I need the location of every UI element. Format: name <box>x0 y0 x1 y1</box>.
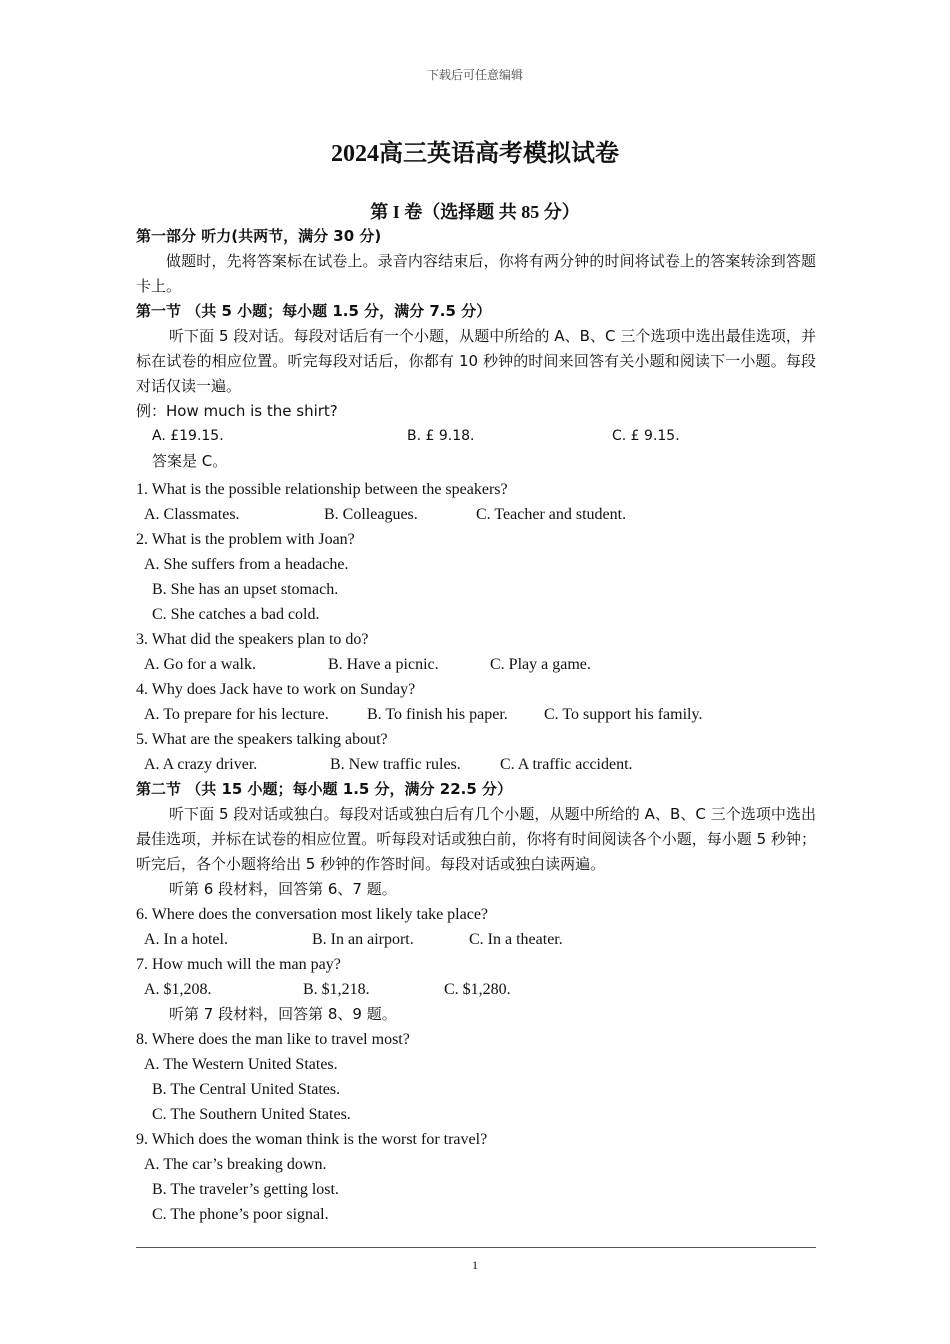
volume-subtitle: 第 I 卷（选择题 共 85 分） <box>370 202 580 222</box>
question-6-options <box>136 927 816 952</box>
question-1-option-a: A. Classmates. <box>144 506 240 523</box>
question-8-option-a: A. The Western United States. <box>144 1056 338 1073</box>
question-4-option-b: B. To finish his paper. <box>367 706 508 723</box>
question-9-option-c: C. The phone’s poor signal. <box>152 1206 329 1223</box>
example-options <box>136 424 816 449</box>
question-7-option-b: B. $1,218. <box>303 981 370 998</box>
question-8-option-c: C. The Southern United States. <box>152 1106 351 1123</box>
question-3-option-c: C. Play a game. <box>490 656 591 673</box>
question-6-option-a: A. In a hotel. <box>144 931 228 948</box>
question-8-option-b: B. The Central United States. <box>152 1081 341 1098</box>
material-6-note: 听第 6 段材料，回答第 6、7 题。 <box>169 880 397 898</box>
header-note: 下载后可任意编辑 <box>426 68 523 82</box>
part1-heading: 第一部分 听力(共两节，满分 30 分) <box>136 227 382 245</box>
question-7-stem: 7. How much will the man pay? <box>136 956 341 973</box>
question-1-stem: 1. What is the possible relationship between the speakers? <box>136 481 508 498</box>
question-6-option-b: B. In an airport. <box>312 931 414 948</box>
exam-content <box>136 224 816 1227</box>
example-question: 例：How much is the shirt? <box>136 402 338 420</box>
section1-instruction: 听下面 5 段对话。每段对话后有一个小题，从题中所给的 A、B、C 三个选项中选出最佳选项，并标在试卷的相应位置。听完每段对话后，你都有 10 秒钟的时间来回答有关小题和阅读下一小题。每段对话仅读一遍。 <box>136 327 816 395</box>
exam-title: 2024高三英语高考模拟试卷 <box>331 141 619 167</box>
question-7-options <box>136 977 816 1002</box>
question-1-option-b: B. Colleagues. <box>324 506 418 523</box>
question-5-option-b: B. New traffic rules. <box>330 756 461 773</box>
question-4-options <box>136 702 816 727</box>
question-1-options <box>136 502 816 527</box>
question-2-option-c: C. She catches a bad cold. <box>152 606 320 623</box>
question-7-option-a: A. $1,208. <box>144 981 212 998</box>
page-number: 1 <box>472 1258 478 1272</box>
question-6-option-c: C. In a theater. <box>469 931 563 948</box>
example-option-a: A. £19.15. <box>152 428 224 444</box>
section2-heading: 第二节 （共 15 小题；每小题 1.5 分，满分 22.5 分） <box>136 780 513 798</box>
question-5-stem: 5. What are the speakers talking about? <box>136 731 388 748</box>
example-option-c: C. £ 9.15. <box>612 428 680 444</box>
question-9-option-a: A. The car’s breaking down. <box>144 1156 327 1173</box>
question-2-option-a: A. She suffers from a headache. <box>144 556 349 573</box>
example-option-b: B. £ 9.18. <box>407 428 475 444</box>
section2-instruction: 听下面 5 段对话或独白。每段对话或独白后有几个小题，从题中所给的 A、B、C 三个选项中选出最佳选项，并标在试卷的相应位置。听每段对话或独白前，你将有时间阅读各个小题，每小题 5 秒钟；听完后，各个小题将给出 5 秒钟的作答时间。每段对话或独白读两遍。 <box>136 805 816 873</box>
question-3-option-b: B. Have a picnic. <box>328 656 439 673</box>
question-2-option-b: B. She has an upset stomach. <box>152 581 339 598</box>
question-5-option-c: C. A traffic accident. <box>500 756 633 773</box>
section1-heading: 第一节 （共 5 小题；每小题 1.5 分，满分 7.5 分） <box>136 302 492 320</box>
question-3-option-a: A. Go for a walk. <box>144 656 256 673</box>
question-9-option-b: B. The traveler’s getting lost. <box>152 1181 339 1198</box>
question-5-options <box>136 752 816 777</box>
question-4-option-c: C. To support his family. <box>544 706 703 723</box>
question-3-stem: 3. What did the speakers plan to do? <box>136 631 369 648</box>
question-4-option-a: A. To prepare for his lecture. <box>144 706 329 723</box>
question-6-stem: 6. Where does the conversation most likely take place? <box>136 906 489 923</box>
question-7-option-c: C. $1,280. <box>444 981 511 998</box>
example-answer: 答案是 C。 <box>152 452 228 470</box>
question-3-options <box>136 652 816 677</box>
part1-instruction: 做题时，先将答案标在试卷上。录音内容结束后，你将有两分钟的时间将试卷上的答案转涂到答题卡上。 <box>136 252 816 295</box>
question-8-stem: 8. Where does the man like to travel most? <box>136 1031 410 1048</box>
question-2-stem: 2. What is the problem with Joan? <box>136 531 355 548</box>
question-9-stem: 9. Which does the woman think is the worst for travel? <box>136 1131 488 1148</box>
material-7-note: 听第 7 段材料，回答第 8、9 题。 <box>169 1005 397 1023</box>
question-5-option-a: A. A crazy driver. <box>144 756 258 773</box>
question-4-stem: 4. Why does Jack have to work on Sunday? <box>136 681 416 698</box>
footer-divider <box>136 1247 816 1248</box>
question-1-option-c: C. Teacher and student. <box>476 506 627 523</box>
